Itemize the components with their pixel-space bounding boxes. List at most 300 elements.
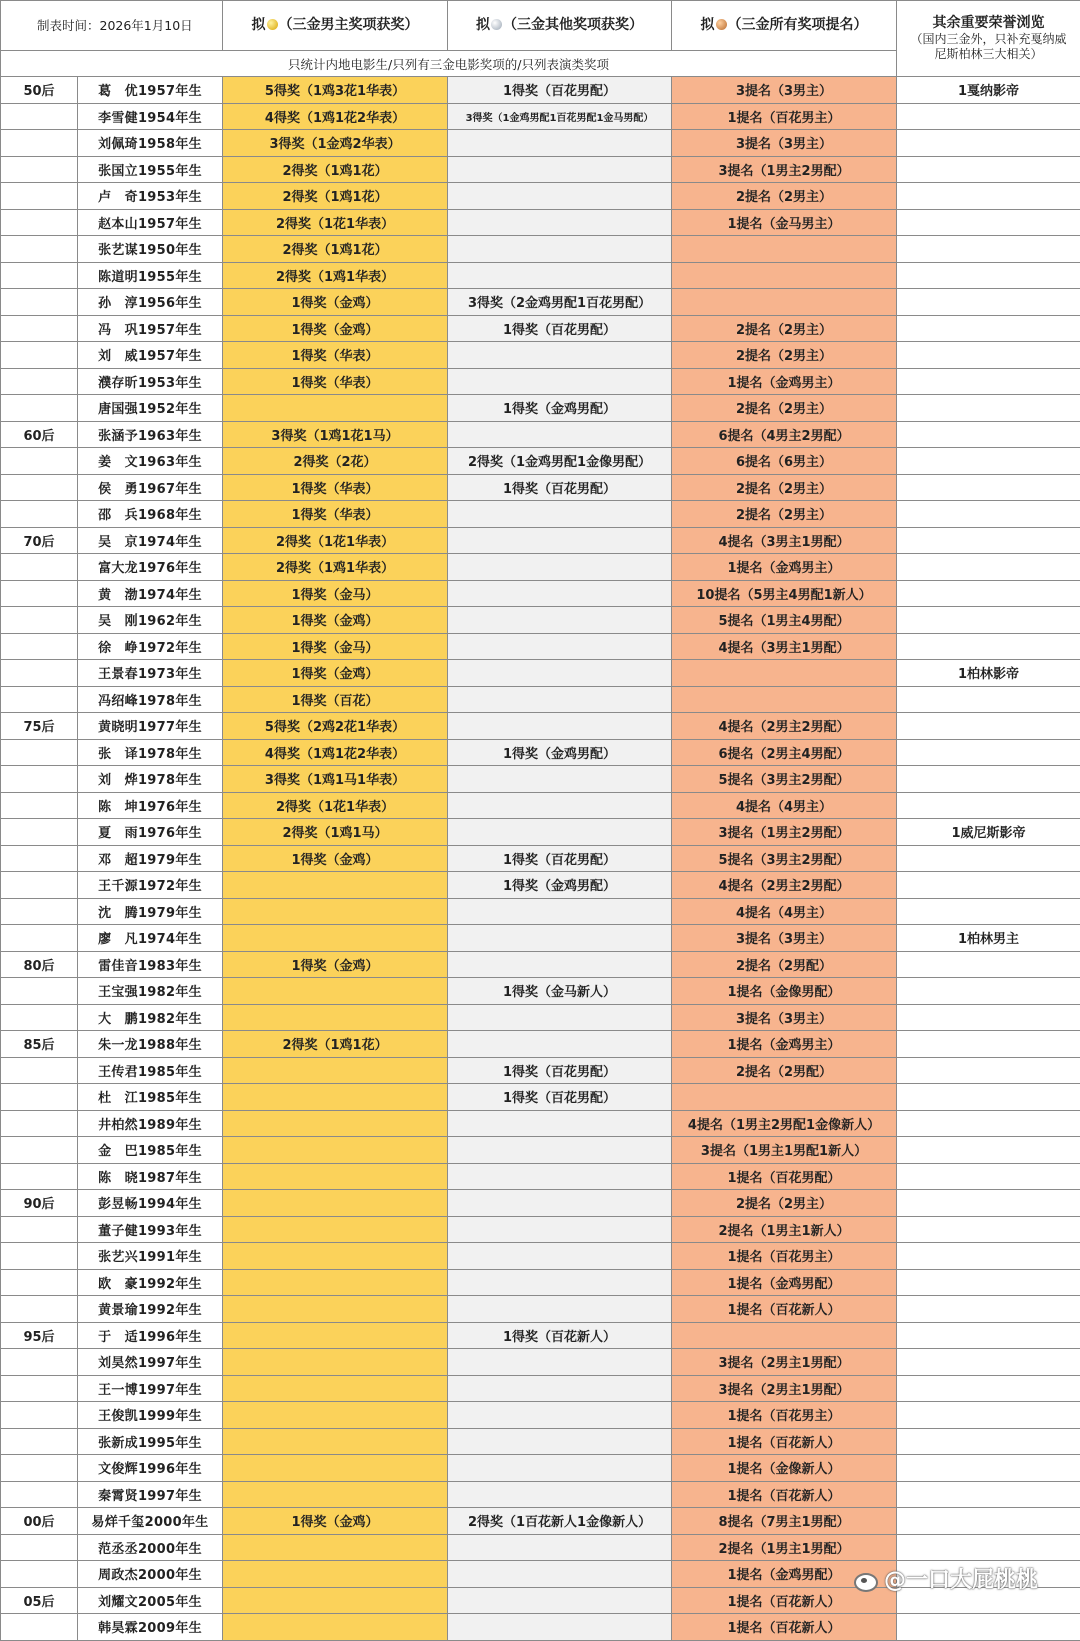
- table-note: 只统计内地电影生/只列有三金电影奖项的/只列表演类奖项: [1, 51, 897, 77]
- table-row: [1, 739, 1080, 766]
- table-row: [1, 978, 1080, 1005]
- header-nom-prefix: 拟: [701, 17, 715, 33]
- other-awards-cell: [448, 156, 672, 183]
- other-honors-cell: [897, 978, 1080, 1005]
- era-cell: [1, 872, 78, 899]
- other-awards-cell: [448, 130, 672, 157]
- other-honors-cell: [897, 236, 1080, 263]
- nominations-cell: 3提名（1男主1男配1新人）: [672, 1137, 897, 1164]
- table-row: [1, 1243, 1080, 1270]
- nominations-cell: 3提名（3男主）: [672, 77, 897, 104]
- nominations-cell: 1提名（金像新人）: [672, 1455, 897, 1482]
- other-awards-cell: [448, 368, 672, 395]
- nominations-cell: 2提名（2男主）: [672, 183, 897, 210]
- era-cell: [1, 1243, 78, 1270]
- nominations-cell: 3提名（3男主）: [672, 925, 897, 952]
- era-cell: [1, 925, 78, 952]
- other-honors-cell: [897, 130, 1080, 157]
- other-awards-cell: [448, 421, 672, 448]
- lead-awards-cell: [223, 1534, 448, 1561]
- actor-name: 陈 晓1987年生: [78, 1163, 223, 1190]
- other-awards-cell: [448, 1534, 672, 1561]
- lead-awards-cell: 5得奖（2鸡2花1华表）: [223, 713, 448, 740]
- bronze-medal-icon: [716, 19, 727, 30]
- era-cell: [1, 1534, 78, 1561]
- nominations-cell: 4提名（2男主2男配）: [672, 713, 897, 740]
- header-lead-prefix: 拟: [252, 17, 266, 33]
- other-honors-cell: [897, 1375, 1080, 1402]
- other-honors-cell: [897, 1243, 1080, 1270]
- table-row: [1, 713, 1080, 740]
- other-honors-cell: [897, 1110, 1080, 1137]
- other-honors-cell: [897, 1004, 1080, 1031]
- other-awards-cell: 2得奖（1金鸡男配1金像男配）: [448, 448, 672, 475]
- era-cell: [1, 660, 78, 687]
- era-cell: 85后: [1, 1031, 78, 1058]
- era-cell: [1, 448, 78, 475]
- actor-name: 韩昊霖2009年生: [78, 1614, 223, 1641]
- actor-name: 黄景瑜1992年生: [78, 1296, 223, 1323]
- actor-name: 刘 威1957年生: [78, 342, 223, 369]
- actor-name: 于 适1996年生: [78, 1322, 223, 1349]
- other-honors-cell: [897, 713, 1080, 740]
- actor-name: 葛 优1957年生: [78, 77, 223, 104]
- nominations-cell: 1提名（百花新人）: [672, 1428, 897, 1455]
- table-row: [1, 898, 1080, 925]
- era-cell: [1, 978, 78, 1005]
- actor-name: 孙 淳1956年生: [78, 289, 223, 316]
- other-awards-cell: [448, 1190, 672, 1217]
- era-cell: [1, 686, 78, 713]
- other-honors-cell: [897, 342, 1080, 369]
- other-honors-cell: [897, 951, 1080, 978]
- nominations-cell: 4提名（4男主）: [672, 792, 897, 819]
- actor-name: 董子健1993年生: [78, 1216, 223, 1243]
- other-honors-cell: 1柏林男主: [897, 925, 1080, 952]
- lead-awards-cell: [223, 925, 448, 952]
- actor-name: 欧 豪1992年生: [78, 1269, 223, 1296]
- era-cell: [1, 262, 78, 289]
- table-row: [1, 1428, 1080, 1455]
- era-cell: [1, 236, 78, 263]
- nominations-cell: 1提名（金鸡男主）: [672, 554, 897, 581]
- era-cell: [1, 1296, 78, 1323]
- lead-awards-cell: [223, 898, 448, 925]
- lead-awards-cell: [223, 1322, 448, 1349]
- era-cell: [1, 209, 78, 236]
- other-awards-cell: [448, 1110, 672, 1137]
- era-cell: 05后: [1, 1587, 78, 1614]
- other-awards-cell: 3得奖（1金鸡男配1百花男配1金马男配）: [448, 103, 672, 130]
- header-other-text: （三金其他奖项获奖）: [503, 17, 643, 33]
- other-awards-cell: 1得奖（百花男配）: [448, 1084, 672, 1111]
- lead-awards-cell: 1得奖（金鸡）: [223, 315, 448, 342]
- table-row: [1, 1322, 1080, 1349]
- era-cell: 70后: [1, 527, 78, 554]
- nominations-cell: 1提名（金像男配）: [672, 978, 897, 1005]
- header-nom-text: （三金所有奖项提名）: [728, 17, 868, 33]
- other-honors-cell: [897, 183, 1080, 210]
- nominations-cell: 2提名（2男配）: [672, 1057, 897, 1084]
- other-awards-cell: [448, 1428, 672, 1455]
- table-row: [1, 368, 1080, 395]
- lead-awards-cell: [223, 1269, 448, 1296]
- nominations-cell: 6提名（2男主4男配）: [672, 739, 897, 766]
- nominations-cell: 2提名（2男主）: [672, 395, 897, 422]
- actor-name: 冯 巩1957年生: [78, 315, 223, 342]
- era-cell: [1, 1084, 78, 1111]
- era-cell: [1, 554, 78, 581]
- nominations-cell: 2提名（2男主）: [672, 474, 897, 501]
- actor-name: 张艺谋1950年生: [78, 236, 223, 263]
- header-other-prefix: 拟: [476, 17, 490, 33]
- other-honors-cell: [897, 1163, 1080, 1190]
- other-awards-cell: 1得奖（金鸡男配）: [448, 739, 672, 766]
- other-honors-cell: [897, 474, 1080, 501]
- actor-name: 陈道明1955年生: [78, 262, 223, 289]
- era-cell: 60后: [1, 421, 78, 448]
- actor-name: 刘耀文2005年生: [78, 1587, 223, 1614]
- nominations-cell: 1提名（百花新人）: [672, 1614, 897, 1641]
- table-row: [1, 792, 1080, 819]
- era-cell: [1, 1455, 78, 1482]
- header-row: [1, 1, 1080, 51]
- table-row: [1, 527, 1080, 554]
- other-awards-cell: [448, 660, 672, 687]
- nominations-cell: [672, 1322, 897, 1349]
- lead-awards-cell: 1得奖（金鸡）: [223, 660, 448, 687]
- actor-name: 范丞丞2000年生: [78, 1534, 223, 1561]
- other-honors-cell: 1柏林影帝: [897, 660, 1080, 687]
- actor-name: 张涵予1963年生: [78, 421, 223, 448]
- other-awards-cell: 1得奖（百花男配）: [448, 474, 672, 501]
- other-honors-cell: 1戛纳影帝: [897, 77, 1080, 104]
- other-honors-cell: [897, 1481, 1080, 1508]
- other-honors-cell: [897, 607, 1080, 634]
- other-awards-cell: [448, 501, 672, 528]
- lead-awards-cell: 3得奖（1鸡1马1华表）: [223, 766, 448, 793]
- lead-awards-cell: [223, 1243, 448, 1270]
- era-cell: [1, 315, 78, 342]
- lead-awards-cell: 4得奖（1鸡1花2华表）: [223, 103, 448, 130]
- other-awards-cell: [448, 633, 672, 660]
- lead-awards-cell: [223, 978, 448, 1005]
- actor-name: 侯 勇1967年生: [78, 474, 223, 501]
- era-cell: [1, 103, 78, 130]
- table-row: [1, 448, 1080, 475]
- other-awards-cell: 3得奖（2金鸡男配1百花男配）: [448, 289, 672, 316]
- table-date: 制表时间：2026年1月10日: [1, 1, 223, 51]
- other-awards-cell: [448, 1137, 672, 1164]
- nominations-cell: 4提名（3男主1男配）: [672, 527, 897, 554]
- actor-name: 李雪健1954年生: [78, 103, 223, 130]
- lead-awards-cell: [223, 1110, 448, 1137]
- table-row: [1, 421, 1080, 448]
- nominations-cell: 5提名（3男主2男配）: [672, 845, 897, 872]
- other-awards-cell: [448, 951, 672, 978]
- table-row: [1, 1057, 1080, 1084]
- lead-awards-cell: [223, 1296, 448, 1323]
- lead-awards-cell: [223, 1004, 448, 1031]
- lead-awards-cell: 2得奖（1鸡1华表）: [223, 554, 448, 581]
- other-honors-cell: [897, 1296, 1080, 1323]
- other-honors-cell: [897, 209, 1080, 236]
- other-awards-cell: [448, 925, 672, 952]
- nominations-cell: 2提名（2男主）: [672, 315, 897, 342]
- gold-medal-icon: [267, 19, 278, 30]
- actor-name: 夏 雨1976年生: [78, 819, 223, 846]
- actor-name: 陈 坤1976年生: [78, 792, 223, 819]
- table-row: [1, 633, 1080, 660]
- lead-awards-cell: 2得奖（1花1华表）: [223, 792, 448, 819]
- nominations-cell: 3提名（2男主1男配）: [672, 1375, 897, 1402]
- actor-name: 邓 超1979年生: [78, 845, 223, 872]
- lead-awards-cell: [223, 1163, 448, 1190]
- table-row: [1, 1614, 1080, 1641]
- lead-awards-cell: [223, 395, 448, 422]
- lead-awards-cell: 2得奖（1鸡1马）: [223, 819, 448, 846]
- header-lead-awards: [223, 1, 448, 51]
- silver-medal-icon: [491, 19, 502, 30]
- actor-name: 王景春1973年生: [78, 660, 223, 687]
- era-cell: 80后: [1, 951, 78, 978]
- other-honors-cell: [897, 1428, 1080, 1455]
- other-honors-cell: [897, 1216, 1080, 1243]
- other-honors-cell: [897, 315, 1080, 342]
- nominations-cell: 2提名（1男主1新人）: [672, 1216, 897, 1243]
- lead-awards-cell: 2得奖（2花）: [223, 448, 448, 475]
- lead-awards-cell: [223, 1084, 448, 1111]
- table-row: [1, 289, 1080, 316]
- other-honors-cell: [897, 1614, 1080, 1641]
- other-awards-cell: 1得奖（百花新人）: [448, 1322, 672, 1349]
- table-row: [1, 156, 1080, 183]
- table-row: [1, 580, 1080, 607]
- actor-name: 张 译1978年生: [78, 739, 223, 766]
- table-row: [1, 209, 1080, 236]
- lead-awards-cell: [223, 1561, 448, 1588]
- table-row: [1, 1190, 1080, 1217]
- nominations-cell: 1提名（百花男主）: [672, 1243, 897, 1270]
- nominations-cell: 1提名（百花新人）: [672, 1296, 897, 1323]
- other-honors-cell: 1威尼斯影帝: [897, 819, 1080, 846]
- lead-awards-cell: 2得奖（1花1华表）: [223, 209, 448, 236]
- other-awards-cell: [448, 183, 672, 210]
- other-awards-cell: [448, 1031, 672, 1058]
- other-awards-cell: [448, 607, 672, 634]
- other-honors-cell: [897, 739, 1080, 766]
- actor-name: 雷佳音1983年生: [78, 951, 223, 978]
- nominations-cell: 3提名（3男主）: [672, 130, 897, 157]
- era-cell: [1, 1561, 78, 1588]
- watermark: [852, 1563, 1038, 1594]
- header-honors-note2: 尼斯柏林三大相关）: [897, 47, 1080, 62]
- era-cell: [1, 1481, 78, 1508]
- header-other-awards: [448, 1, 672, 51]
- lead-awards-cell: [223, 1587, 448, 1614]
- era-cell: 00后: [1, 1508, 78, 1535]
- actor-name: 唐国强1952年生: [78, 395, 223, 422]
- lead-awards-cell: 1得奖（金马）: [223, 580, 448, 607]
- actor-name: 王一博1997年生: [78, 1375, 223, 1402]
- nominations-cell: 1提名（百花男配）: [672, 1163, 897, 1190]
- other-awards-cell: [448, 342, 672, 369]
- nominations-cell: 3提名（2男主1男配）: [672, 1349, 897, 1376]
- lead-awards-cell: [223, 1614, 448, 1641]
- other-honors-cell: [897, 633, 1080, 660]
- other-honors-cell: [897, 1534, 1080, 1561]
- table-row: [1, 1296, 1080, 1323]
- nominations-cell: 1提名（金鸡男配）: [672, 1561, 897, 1588]
- table-row: [1, 1481, 1080, 1508]
- lead-awards-cell: 2得奖（1鸡1花）: [223, 156, 448, 183]
- lead-awards-cell: [223, 1349, 448, 1376]
- lead-awards-cell: [223, 1057, 448, 1084]
- lead-awards-cell: 1得奖（华表）: [223, 368, 448, 395]
- actor-name: 姜 文1963年生: [78, 448, 223, 475]
- era-cell: [1, 1269, 78, 1296]
- actor-name: 卢 奇1953年生: [78, 183, 223, 210]
- table-row: [1, 342, 1080, 369]
- era-cell: [1, 766, 78, 793]
- table-row: [1, 395, 1080, 422]
- lead-awards-cell: 1得奖（金鸡）: [223, 289, 448, 316]
- other-honors-cell: [897, 872, 1080, 899]
- other-honors-cell: [897, 1349, 1080, 1376]
- era-cell: [1, 1004, 78, 1031]
- other-honors-cell: [897, 845, 1080, 872]
- lead-awards-cell: 1得奖（华表）: [223, 474, 448, 501]
- table-row: [1, 872, 1080, 899]
- other-honors-cell: [897, 792, 1080, 819]
- other-honors-cell: [897, 262, 1080, 289]
- other-awards-cell: [448, 1004, 672, 1031]
- other-honors-cell: [897, 527, 1080, 554]
- other-awards-cell: [448, 209, 672, 236]
- other-awards-cell: [448, 1163, 672, 1190]
- other-honors-cell: [897, 898, 1080, 925]
- other-honors-cell: [897, 448, 1080, 475]
- other-honors-cell: [897, 1402, 1080, 1429]
- lead-awards-cell: [223, 1402, 448, 1429]
- other-honors-cell: [897, 1190, 1080, 1217]
- lead-awards-cell: 3得奖（1鸡1花1马）: [223, 421, 448, 448]
- lead-awards-cell: 1得奖（金鸡）: [223, 1508, 448, 1535]
- other-honors-cell: [897, 1084, 1080, 1111]
- table-row: [1, 1375, 1080, 1402]
- other-awards-cell: 1得奖（百花男配）: [448, 77, 672, 104]
- era-cell: [1, 130, 78, 157]
- actor-name: 吴 京1974年生: [78, 527, 223, 554]
- table-row: [1, 130, 1080, 157]
- other-awards-cell: [448, 1455, 672, 1482]
- table-row: [1, 77, 1080, 104]
- actor-name: 秦霄贤1997年生: [78, 1481, 223, 1508]
- era-cell: [1, 1349, 78, 1376]
- era-cell: 75后: [1, 713, 78, 740]
- lead-awards-cell: 2得奖（1鸡1花）: [223, 183, 448, 210]
- era-cell: [1, 474, 78, 501]
- other-awards-cell: [448, 898, 672, 925]
- era-cell: [1, 1375, 78, 1402]
- era-cell: 95后: [1, 1322, 78, 1349]
- table-row: [1, 1508, 1080, 1535]
- actor-name: 邵 兵1968年生: [78, 501, 223, 528]
- era-cell: [1, 289, 78, 316]
- table-row: [1, 554, 1080, 581]
- other-awards-cell: [448, 1614, 672, 1641]
- other-awards-cell: 1得奖（百花男配）: [448, 315, 672, 342]
- table-row: [1, 766, 1080, 793]
- other-honors-cell: [897, 156, 1080, 183]
- actor-name: 吴 刚1962年生: [78, 607, 223, 634]
- era-cell: [1, 342, 78, 369]
- table-row: [1, 951, 1080, 978]
- era-cell: [1, 1216, 78, 1243]
- table-row: [1, 925, 1080, 952]
- table-row: [1, 1269, 1080, 1296]
- other-honors-cell: [897, 766, 1080, 793]
- table-body: [1, 77, 1080, 1641]
- table-row: [1, 236, 1080, 263]
- nominations-cell: [672, 289, 897, 316]
- other-awards-cell: [448, 819, 672, 846]
- actor-name: 刘昊然1997年生: [78, 1349, 223, 1376]
- table-row: [1, 1110, 1080, 1137]
- lead-awards-cell: [223, 1455, 448, 1482]
- actor-name: 廖 凡1974年生: [78, 925, 223, 952]
- actor-name: 王俊凯1999年生: [78, 1402, 223, 1429]
- nominations-cell: 6提名（4男主2男配）: [672, 421, 897, 448]
- nominations-cell: 8提名（7男主1男配）: [672, 1508, 897, 1535]
- other-awards-cell: [448, 1296, 672, 1323]
- other-honors-cell: [897, 554, 1080, 581]
- era-cell: [1, 1137, 78, 1164]
- actor-name: 易烊千玺2000年生: [78, 1508, 223, 1535]
- actor-name: 大 鹏1982年生: [78, 1004, 223, 1031]
- other-honors-cell: [897, 289, 1080, 316]
- era-cell: 50后: [1, 77, 78, 104]
- actor-name: 金 巴1985年生: [78, 1137, 223, 1164]
- actor-name: 濮存昕1953年生: [78, 368, 223, 395]
- other-awards-cell: [448, 236, 672, 263]
- nominations-cell: 1提名（金鸡男主）: [672, 368, 897, 395]
- nominations-cell: 1提名（金鸡男配）: [672, 1269, 897, 1296]
- other-honors-cell: [897, 501, 1080, 528]
- era-cell: [1, 845, 78, 872]
- lead-awards-cell: 3得奖（1金鸡2华表）: [223, 130, 448, 157]
- era-cell: [1, 1163, 78, 1190]
- actor-name: 刘佩琦1958年生: [78, 130, 223, 157]
- other-awards-cell: [448, 1481, 672, 1508]
- other-awards-cell: 1得奖（金马新人）: [448, 978, 672, 1005]
- header-honors-note1: （国内三金外，只补充戛纳威: [897, 32, 1080, 47]
- other-awards-cell: [448, 1216, 672, 1243]
- era-cell: [1, 898, 78, 925]
- other-honors-cell: [897, 103, 1080, 130]
- header-lead-text: （三金男主奖项获奖）: [279, 17, 419, 33]
- lead-awards-cell: 2得奖（1鸡1花）: [223, 1031, 448, 1058]
- nominations-cell: 4提名（4男主）: [672, 898, 897, 925]
- era-cell: [1, 1428, 78, 1455]
- other-honors-cell: [897, 368, 1080, 395]
- lead-awards-cell: [223, 1216, 448, 1243]
- era-cell: [1, 156, 78, 183]
- actor-name: 王传君1985年生: [78, 1057, 223, 1084]
- table-row: [1, 262, 1080, 289]
- lead-awards-cell: 1得奖（金鸡）: [223, 951, 448, 978]
- nominations-cell: 3提名（3男主）: [672, 1004, 897, 1031]
